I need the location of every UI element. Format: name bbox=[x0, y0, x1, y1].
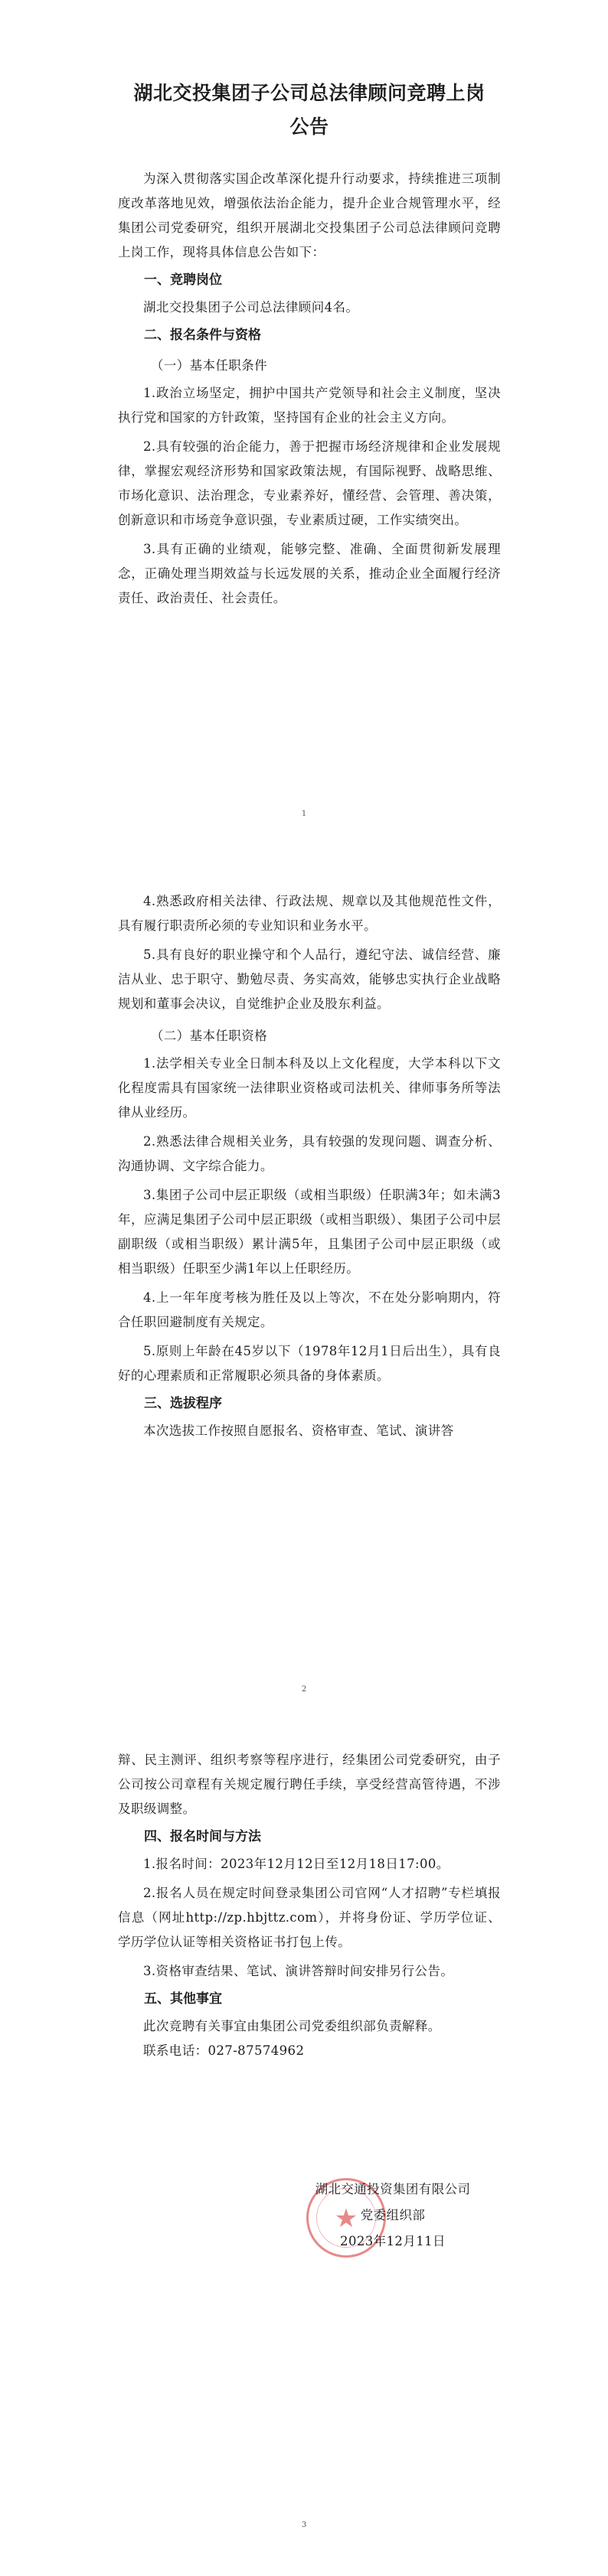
signature-department: 党委组织部 bbox=[360, 2208, 426, 2222]
basic-condition-4: 4.熟悉政府相关法律、行政法规、规章以及其他规范性文件，具有履行职责所必须的专业知识和业务水平。 bbox=[118, 894, 501, 933]
page-number-2: 2 bbox=[301, 1685, 307, 1694]
qualification-2: 2.熟悉法律合规相关业务，具有较强的发现问题、调查分析、沟通协调、文字综合能力。 bbox=[118, 1134, 501, 1173]
method-3: 3.资格审查结果、笔试、演讲答辩时间安排另行公告。 bbox=[143, 1964, 454, 1978]
seal-star-icon: ★ bbox=[334, 2203, 358, 2234]
contact-phone: 联系电话：027-87574962 bbox=[143, 2043, 305, 2058]
basic-condition-5: 5.具有良好的职业操守和个人品行，遵纪守法、诚信经营、廉洁从业、忠于职守、勤勉尽责、务实高效，能够忠实执行企业战略规划和董事会决议，自觉维护企业及股东利益。 bbox=[118, 947, 501, 1011]
page-3 bbox=[0, 1717, 608, 2576]
qualification-4: 4.上一年年度考核为胜任及以上等次，不在处分影响期内，符合任职回避制度有关规定。 bbox=[118, 1290, 501, 1329]
method-2: 2.报名人员在规定时间登录集团公司官网“人才招聘”专栏填报信息（网址http://zp.hbjttz.com），并将身份证、学历学位证、学历学位认证等相关资格证书打包上传。 bbox=[118, 1886, 501, 1949]
qualification-1: 1.法学相关专业全日制本科及以上文化程度，大学本科以下文化程度需具有国家统一法律职业资格或司法机关、律师事务所等法律从业经历。 bbox=[118, 1056, 501, 1120]
section-3-heading: 三、选拔程序 bbox=[144, 1396, 222, 1411]
subsection-2-heading: （二）基本任职资格 bbox=[150, 1029, 267, 1043]
signature-block bbox=[297, 2177, 489, 2255]
title-line-2: 公告 bbox=[289, 116, 329, 138]
basic-condition-1: 1.政治立场坚定，拥护中国共产党领导和社会主义制度，坚决执行党和国家的方针政策，坚持国有企业的社会主义方向。 bbox=[118, 386, 501, 425]
title-line-1: 湖北交投集团子公司总法律顾问竞聘上岗 bbox=[133, 82, 485, 104]
signature-date: 2023年12月11日 bbox=[340, 2234, 446, 2248]
section-1-text: 湖北交投集团子公司总法律顾问4名。 bbox=[143, 300, 359, 315]
method-1: 1.报名时间：2023年12月12日至12月18日17:00。 bbox=[143, 1857, 449, 1871]
intro-paragraph: 为深入贯彻落实国企改革深化提升行动要求，持续推进三项制度改革落地见效，增强依法治企能力，提升企业合规管理水平，经集团公司党委研究，组织开展湖北交投集团子公司总法律顾问竞聘上岗工作，现将具体信息公告如下： bbox=[118, 171, 501, 259]
basic-condition-3: 3.具有正确的业绩观，能够完整、准确、全面贯彻新发展理念，正确处理当期效益与长远发展的关系，推动企业全面履行经济责任、政治责任、社会责任。 bbox=[118, 542, 501, 605]
page-number-3: 3 bbox=[301, 2521, 307, 2529]
section-2-heading: 二、报名条件与资格 bbox=[144, 328, 261, 343]
page-2 bbox=[0, 859, 608, 1717]
qualification-3: 3.集团子公司中层正职级（或相当职级）任职满3年；如未满3年，应满足集团子公司中层正职级（或相当职级）、集团子公司中层副职级（或相当职级）累计满5年，且集团子公司中层正职级（或相当职级）任职至少满1年以上任职经历。 bbox=[118, 1188, 501, 1276]
section-5-heading: 五、其他事宜 bbox=[144, 1991, 222, 2007]
notice-title bbox=[118, 77, 501, 144]
basic-condition-2: 2.具有较强的治企能力，善于把握市场经济规律和企业发展规律，掌握宏观经济形势和国家政策法规，有国际视野、战略思维、市场化意识、法治理念，专业素养好，懂经营、会管理、善决策，创新意识和市场竞争意识强，专业素质过硬，工作实绩突出。 bbox=[118, 439, 501, 527]
section-3-text-start: 本次选拔工作按照自愿报名、资格审查、笔试、演讲答 bbox=[143, 1423, 454, 1438]
signature-organization: 湖北交通投资集团有限公司 bbox=[315, 2182, 471, 2196]
section-4-heading: 四、报名时间与方法 bbox=[144, 1829, 261, 1844]
qualification-5: 5.原则上年龄在45岁以下（1978年12月1日后出生），具有良好的心理素质和正常履职必须具备的身体素质。 bbox=[118, 1344, 501, 1383]
other-text: 此次竞聘有关事宜由集团公司党委组织部负责解释。 bbox=[143, 2019, 441, 2033]
page-number-1: 1 bbox=[301, 810, 307, 818]
section-3-text-end: 辩、民主测评、组织考察等程序进行，经集团公司党委研究，由子公司按公司章程有关规定履行聘任手续，享受经营高管待遇，不涉及职级调整。 bbox=[118, 1753, 501, 1816]
section-1-heading: 一、竞聘岗位 bbox=[144, 272, 222, 288]
page-1 bbox=[0, 0, 608, 859]
subsection-1-heading: （一）基本任职条件 bbox=[150, 358, 267, 373]
